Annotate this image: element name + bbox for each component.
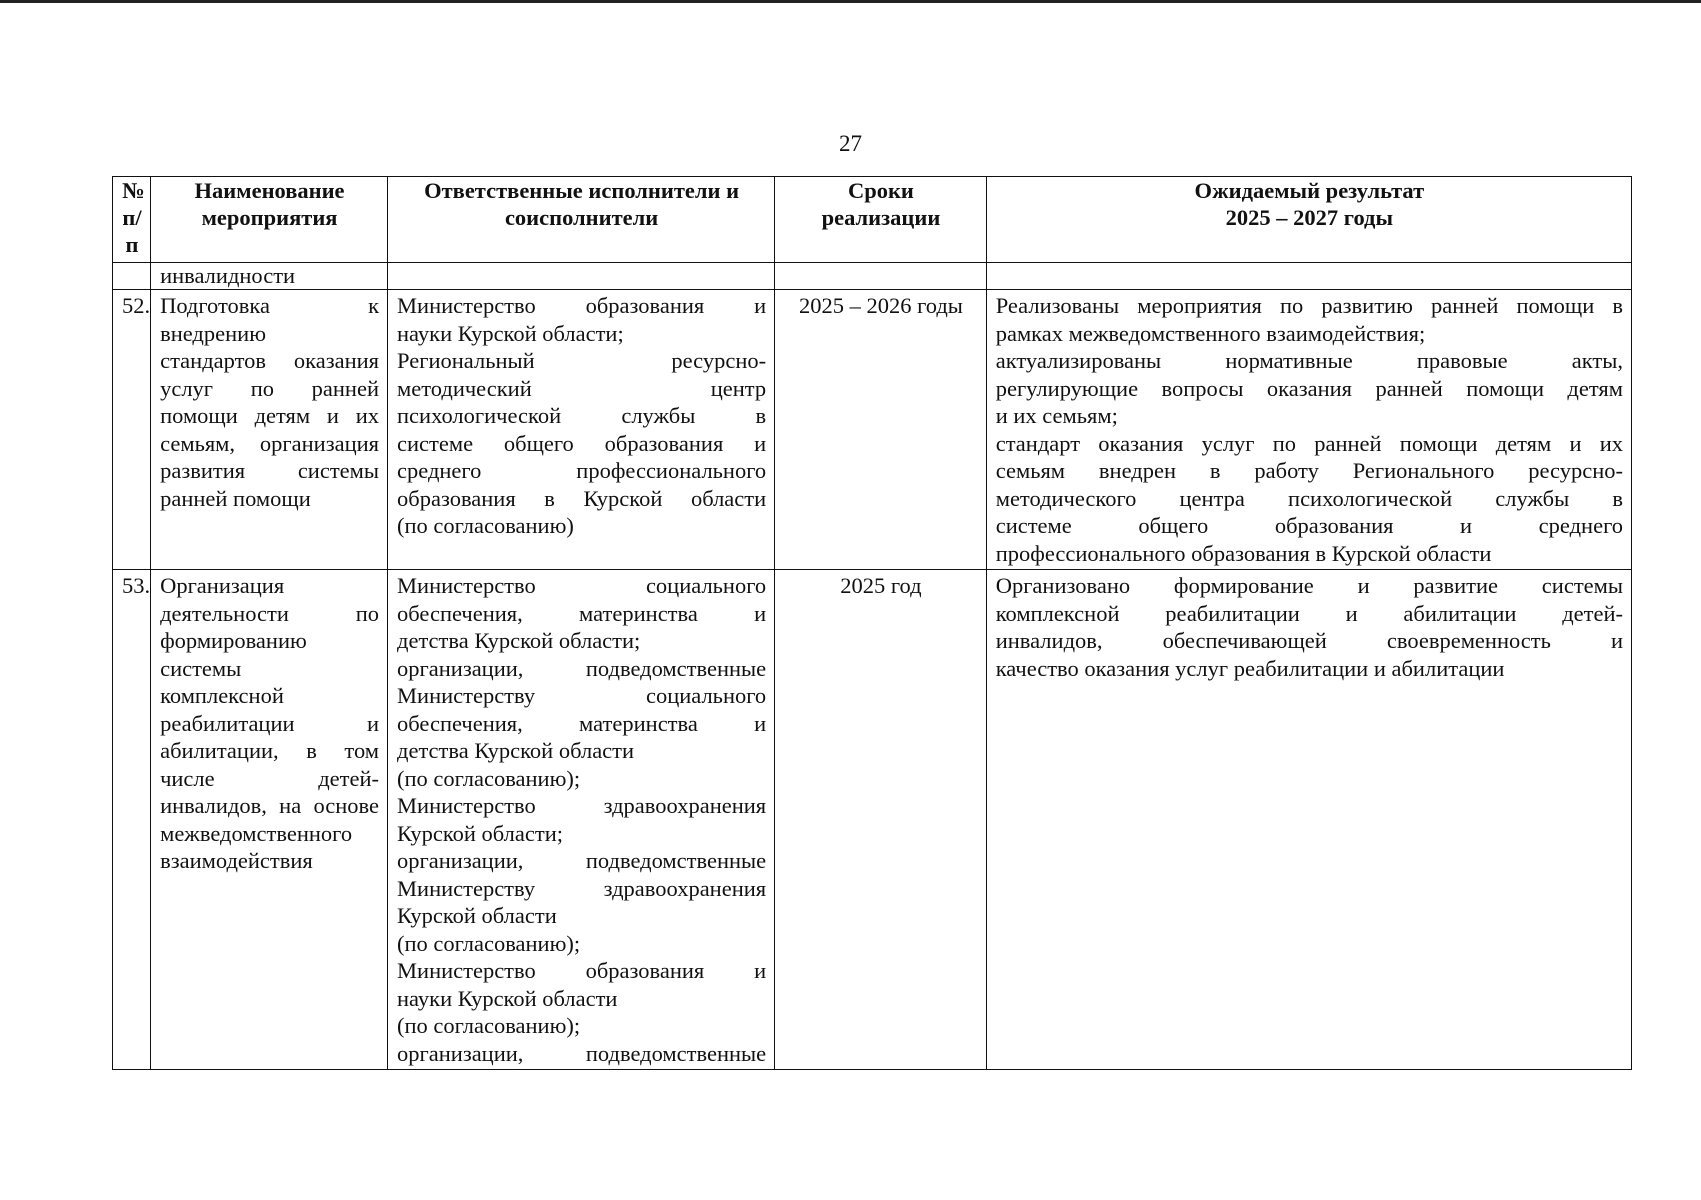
table-header-row <box>113 177 1632 263</box>
scan-top-edge <box>0 0 1701 3</box>
table-row-continuation <box>113 263 1632 290</box>
header-expected-result: Ожидаемый результат 2025 – 2027 годы <box>986 177 1631 263</box>
cell-period: 2025 – 2026 годы <box>775 290 987 570</box>
cell-activity-name: Подготовка к внедрению стандартов оказания услуг по ранней помощи детям и их семьям, организация развития системы ранней помощи <box>151 290 388 570</box>
header-period: Сроки реализации <box>775 177 987 263</box>
cell-activity-name: инвалидности <box>151 263 388 290</box>
cell-responsible: Министерство образования и науки Курской области; Региональный ресурсно- методический центр психологической службы в системе общего образования и среднего профессионального образования в Курской области (по согласованию) <box>388 290 775 570</box>
table-row <box>113 290 1632 570</box>
cell-activity-name: Организация деятельности по формированию системы комплексной реабилитации и абилитации, в том числе детей- инвалидов, на основе межведомственного взаимодействия <box>151 570 388 1070</box>
activities-table <box>112 176 1632 1070</box>
cell-expected-result <box>986 263 1631 290</box>
cell-number: 52. <box>113 290 151 570</box>
header-number: № п/ п <box>113 177 151 263</box>
cell-period <box>775 263 987 290</box>
cell-expected-result: Организовано формирование и развитие системы комплексной реабилитации и абилитации детей- инвалидов, обеспечивающей своевременность и качество оказания услуг реабилитации и абилитации <box>986 570 1631 1070</box>
header-responsible: Ответственные исполнители и соисполнители <box>388 177 775 263</box>
page-number: 27 <box>839 131 862 156</box>
cell-expected-result: Реализованы мероприятия по развитию ранней помощи в рамках межведомственного взаимодействия; актуализированы нормативные правовые акты, регулирующие вопросы оказания ранней помощи детям и их семьям; стандарт оказания услуг по ранней помощи детям и их семьям внедрен в работу Регионального ресурсно- методического центра психологической службы в системе общего образования и среднего профессионального образования в Курской области <box>986 290 1631 570</box>
cell-period: 2025 год <box>775 570 987 1070</box>
table-row <box>113 570 1632 1070</box>
cell-number <box>113 263 151 290</box>
header-activity-name: Наименование мероприятия <box>151 177 388 263</box>
cell-number: 53. <box>113 570 151 1070</box>
cell-responsible: Министерство социального обеспечения, материнства и детства Курской области; организации, подведомственные Министерству социального обеспечения, материнства и детства Курской области (по согласованию); Министерство здравоохранения Курской области; организации, подведомственные Министерству здравоохранения Курской области (по согласованию); Министерство образования и науки Курской области (по согласованию); организации, подведомственные <box>388 570 775 1070</box>
cell-responsible <box>388 263 775 290</box>
